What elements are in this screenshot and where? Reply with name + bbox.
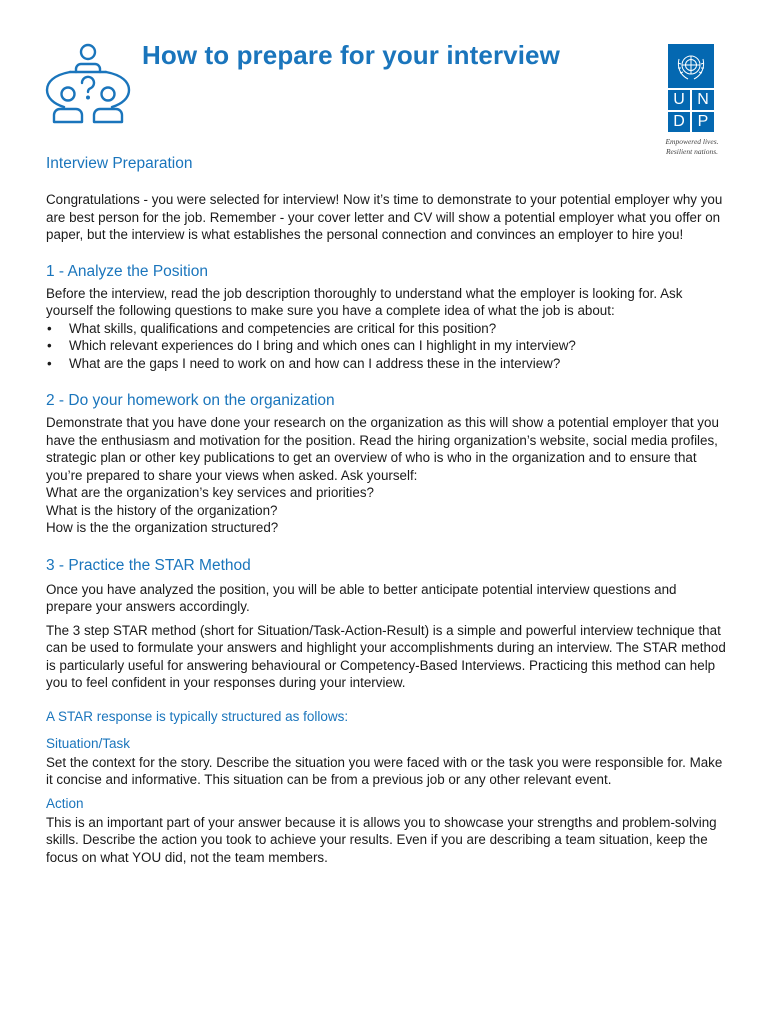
section2-question: How is the the organization structured? [46, 520, 279, 535]
section2-question: What is the history of the organization? [46, 502, 278, 518]
interview-people-question-icon [44, 42, 132, 124]
un-emblem-icon [668, 44, 714, 88]
section3-heading: 3 - Practice the STAR Method [46, 556, 251, 574]
logo-letter: U [668, 90, 690, 110]
undp-logo [668, 44, 714, 132]
action-text: This is an important part of your answer because it is allows you to showcase your strengths and problem-solving skills. Describe the action you took to achieve your results. Even if you are describing a team situation, keep the focus on what YOU did, not the team members. [46, 814, 717, 865]
section1-paragraph: Before the interview, read the job description thoroughly to understand what the employer is looking for. Ask yourself the following questions to make sure you have a complete idea of what the job is about: [46, 285, 683, 318]
list-item: • Which relevant experiences do I bring and which ones can I highlight in my interview? [46, 337, 726, 355]
intro-paragraph: Congratulations - you were selected for interview! Now it’s time to demonstrate to your potential employer why you are best person for the job. Remember - your cover letter and CV will show a potential employer what you offer on paper, but the interview is what establishes the personal connection and convinces an employer to hire you! [46, 192, 723, 242]
star-structure-heading: A STAR response is typically structured as follows: [46, 708, 349, 724]
list-item: • What skills, qualifications and competencies are critical for this position? [46, 320, 726, 338]
section2-heading: 2 - Do your homework on the organization [46, 392, 335, 409]
section2-question: What are the organization’s key services and priorities? [46, 485, 374, 500]
undp-letters [668, 90, 714, 132]
situation-task-heading: Situation/Task [46, 735, 131, 751]
logo-letter: P [692, 112, 714, 132]
section1-heading: 1 - Analyze the Position [46, 262, 208, 280]
action-heading: Action [46, 795, 84, 811]
section3-paragraph-1: Once you have analyzed the position, you will be able to better anticipate potential interview questions and prepare your answers accordingly. [46, 581, 677, 614]
section1-bullet-list [46, 320, 726, 373]
list-item: • What are the gaps I need to work on and how can I address these in the interview? [46, 355, 726, 373]
logo-tagline: Empowered lives. Resilient nations. [665, 137, 719, 156]
section3-paragraph-2: The 3 step STAR method (short for Situation/Task-Action-Result) is a simple and powerful interview technique that can be used to formulate your answers and highlight your accomplishments during an interview. The STAR method is particularly useful for answering behavioural or Competency-Based Interviews. Practicing this method can help you to feel confident in your responses during your interview. [46, 622, 726, 690]
section2-paragraph: Demonstrate that you have done your research on the organization as this will show a potential employer that you have the enthusiasm and motivation for the position. Read the hiring organization’s website, social media profiles, strategic plan or other key publications to get an overview of who is who in the organization and to ensure that you’re prepared to share your views when asked. Ask yourself: [46, 415, 719, 483]
page-title: How to prepare for your interview [142, 40, 560, 70]
document-body [46, 154, 726, 866]
situation-task-text: Set the context for the story. Describe the situation you were faced with or the task you were responsible for. Make it concise and informative. This situation can be from a previous job or any other relevant event. [46, 754, 723, 787]
logo-letter: D [668, 112, 690, 132]
logo-letter: N [692, 90, 714, 110]
intro-heading: Interview Preparation [46, 155, 193, 172]
